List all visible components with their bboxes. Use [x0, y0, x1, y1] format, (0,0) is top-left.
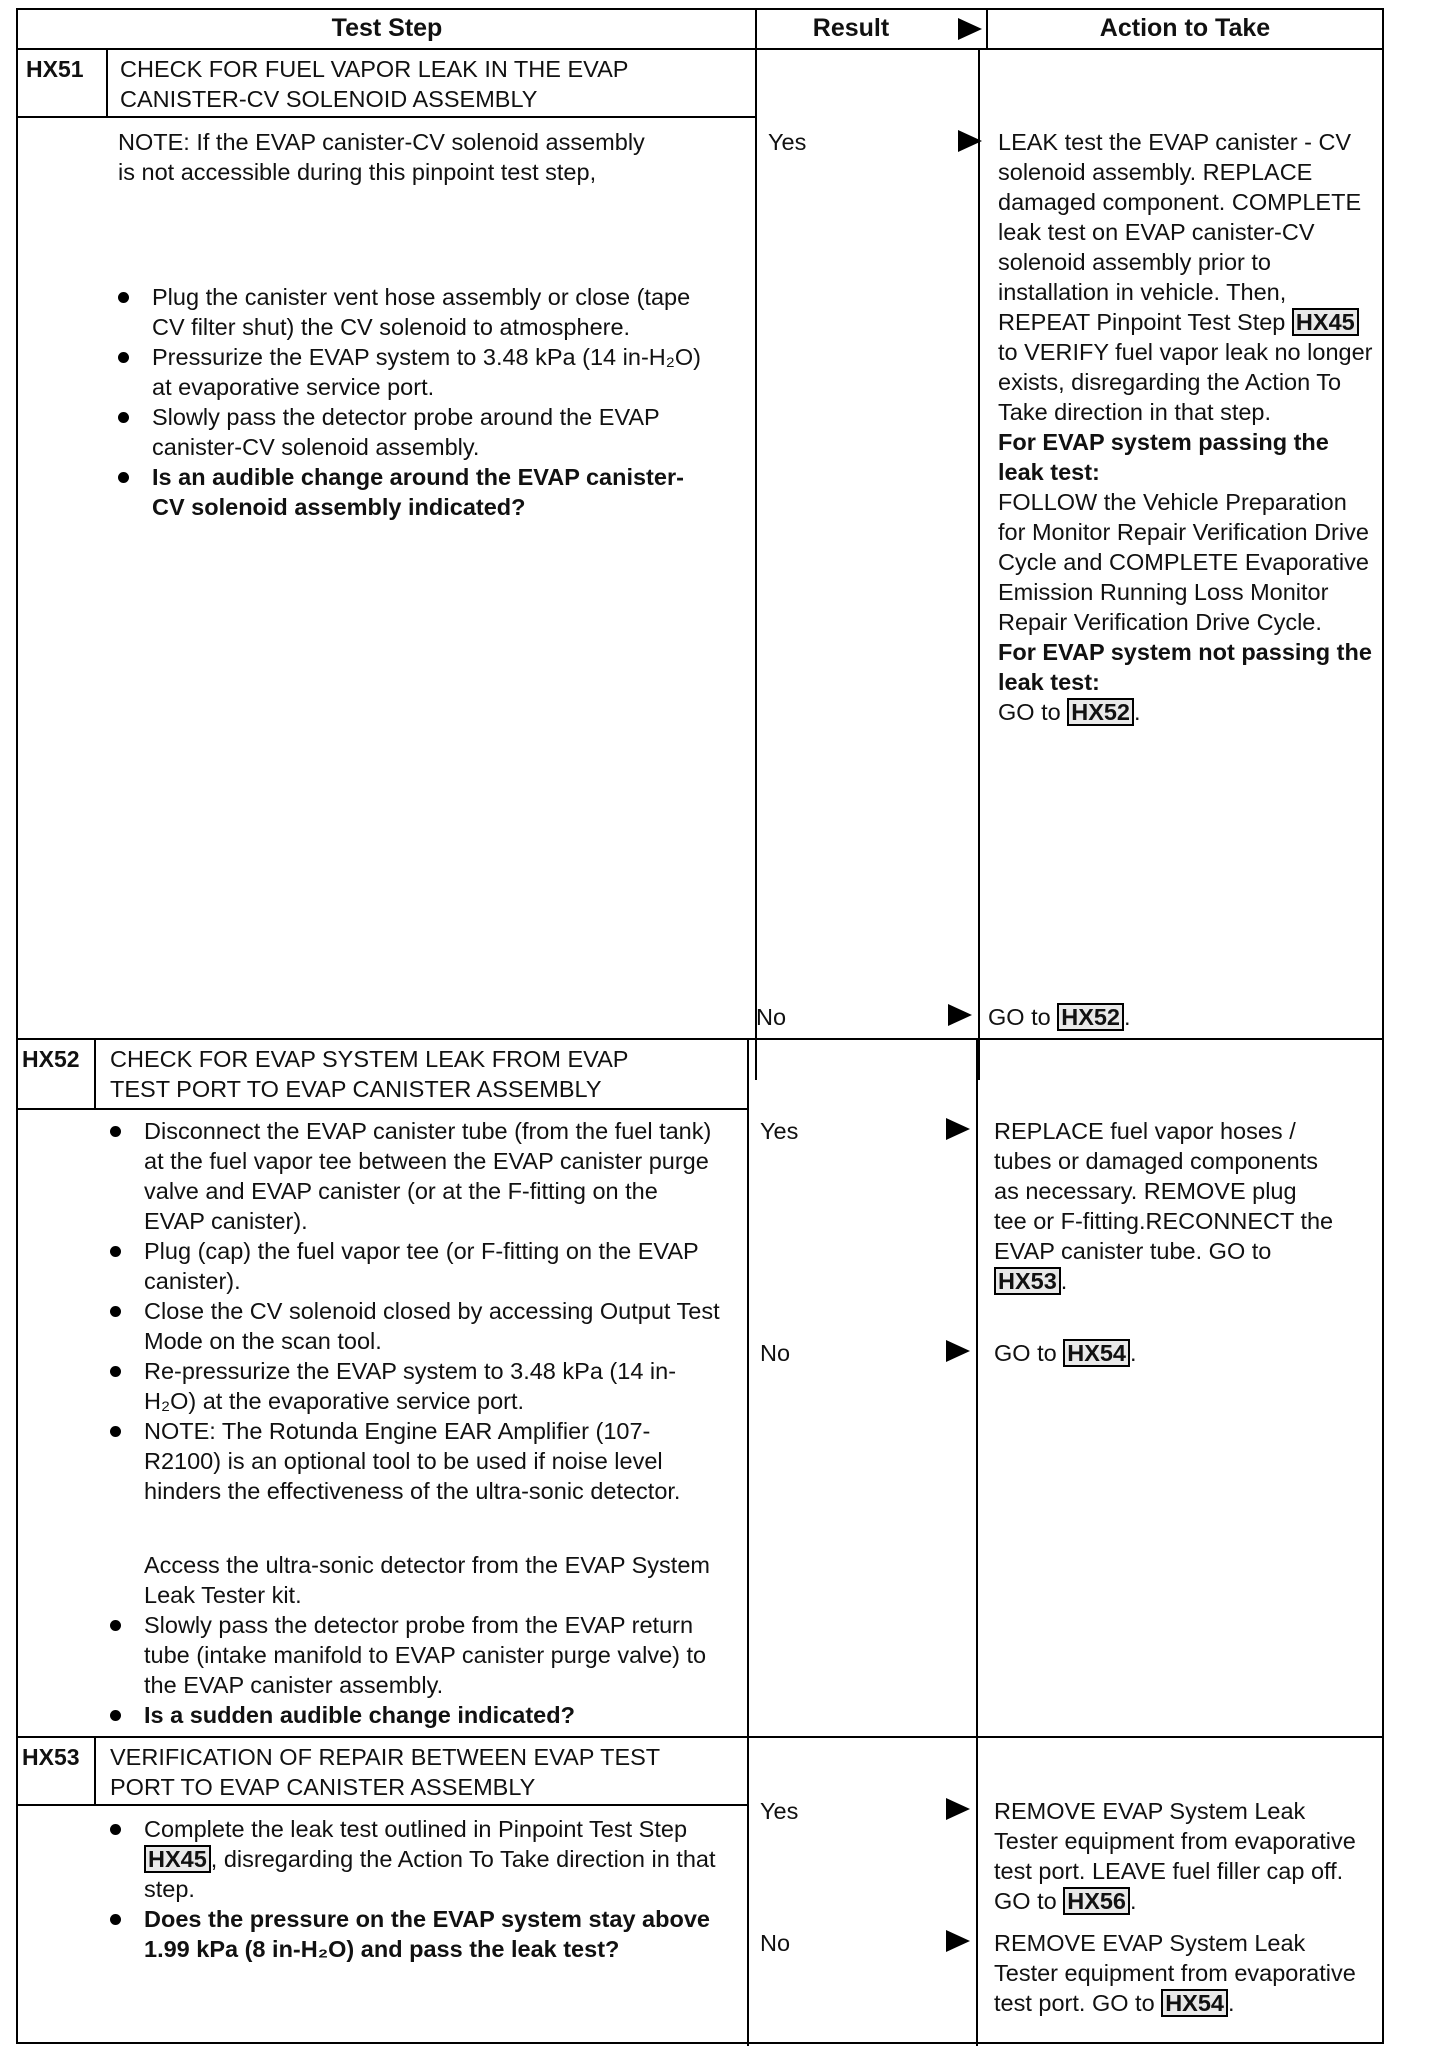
note-line: NOTE: If the EVAP canister-CV solenoid assembly: [118, 129, 645, 155]
step-id: HX51: [26, 56, 84, 82]
goto-prefix: GO to: [988, 1004, 1051, 1030]
result-arrow-icon: [948, 1004, 972, 1026]
step-ref-link[interactable]: HX52: [1057, 1003, 1124, 1031]
goto-prefix: GO to: [998, 699, 1061, 725]
list-item-text: Plug the canister vent hose assembly or close (tape CV filter shut) the CV solenoid to atmosphere.: [152, 284, 691, 340]
list-item-text: Close the CV solenoid closed by accessing Output Test Mode on the scan tool.: [144, 1298, 720, 1354]
step-ref-link[interactable]: HX45: [144, 1845, 211, 1873]
divider: [18, 1736, 1382, 1738]
bullet-icon: [110, 1306, 121, 1317]
divider: [94, 1738, 96, 1804]
divider: [18, 116, 755, 118]
yes-action: REMOVE EVAP System Leak Tester equipment from evaporative test port. LEAVE fuel filler cap off. GO to HX56 .: [994, 1798, 1356, 1914]
result-arrow-icon: [958, 130, 982, 152]
bullet-list: [112, 282, 712, 522]
step-title-line: PORT TO EVAP CANISTER ASSEMBLY: [110, 1774, 536, 1800]
step-title-line: VERIFICATION OF REPAIR BETWEEN EVAP TEST: [110, 1744, 661, 1770]
divider: [755, 8, 757, 50]
bullet-list: [104, 1814, 724, 1964]
no-action: GO to HX52 .: [988, 1004, 1131, 1030]
bullet-icon: [110, 1126, 121, 1137]
list-item: [104, 1116, 724, 1236]
bullet-list: [104, 1610, 724, 1730]
list-item: [104, 1236, 724, 1296]
bullet-icon: [118, 412, 129, 423]
divider: [94, 1040, 96, 1108]
header-result-label: Result: [812, 13, 890, 42]
divider: [978, 50, 980, 1080]
list-item: [112, 282, 712, 342]
list-item: [104, 1700, 724, 1730]
result-arrow-icon: [946, 1930, 970, 1952]
list-item-text: Complete the leak test outlined in Pinpoint Test Step: [144, 1816, 688, 1842]
passing-text: FOLLOW the Vehicle Preparation for Monitor Repair Verification Drive Cycle and COMPLETE Evaporative Emission Running Loss Monitor Repair Verification Drive Cycle.: [998, 489, 1369, 635]
list-item-text: Is an audible change around the EVAP canister-CV solenoid assembly indicated?: [152, 464, 684, 520]
bullet-icon: [110, 1620, 121, 1631]
result-yes: Yes: [760, 1118, 799, 1144]
bullet-icon: [110, 1914, 121, 1925]
list-item: [104, 1296, 724, 1356]
step-title: [110, 1742, 660, 1802]
list-item: [112, 462, 712, 522]
action-text: LEAK test the EVAP canister - CV solenoid assembly. REPLACE damaged component. COMPLETE leak test on EVAP canister-CV solenoid assembly prior to installation in vehicle. Then, REPEAT Pinpoint Test Step: [998, 129, 1362, 335]
passing-heading: For EVAP system passing the leak test:: [998, 429, 1329, 485]
list-item-text: Slowly pass the detector probe around the EVAP canister-CV solenoid assembly.: [152, 404, 660, 460]
bullet-icon: [110, 1366, 121, 1377]
list-item-text: Is a sudden audible change indicated?: [144, 1702, 575, 1728]
bullet-icon: [118, 472, 129, 483]
list-item: [112, 402, 712, 462]
step-ref-link[interactable]: HX52: [1067, 698, 1134, 726]
bullet-icon: [118, 292, 129, 303]
yes-action: LEAK test the EVAP canister - CV solenoid assembly. REPLACE damaged component. COMPLETE leak test on EVAP canister-CV solenoid assembly prior to installation in vehicle. Then, REPEAT Pinpoint Test Step HX45 to VERIFY fuel vapor leak no longer exists, disregarding the Action To Take direction in that step. For EVAP system passing the leak test: FOLLOW the Vehicle Preparation for Monitor Repair Verification Drive Cycle and COMPLETE Evaporative Emission Running Loss Monitor Repair Verification Drive Cycle. For EVAP system not passing the leak test: GO to HX52 .: [998, 127, 1376, 727]
result-yes: Yes: [768, 129, 807, 155]
action-text: REPLACE fuel vapor hoses / tubes or damaged components as necessary. REMOVE plug tee or F-fitting.RECONNECT the EVAP canister tube. GO to: [994, 1118, 1334, 1264]
list-item-text: Slowly pass the detector probe from the EVAP return tube (intake manifold to EVAP canister purge valve) to the EVAP canister assembly.: [144, 1612, 707, 1698]
result-no: No: [760, 1340, 791, 1366]
divider: [18, 1804, 748, 1806]
bullet-icon: [110, 1426, 121, 1437]
step-ref-link[interactable]: HX45: [1292, 308, 1359, 336]
list-item-text: Plug (cap) the fuel vapor tee (or F-fitting on the EVAP canister).: [144, 1238, 699, 1294]
result-yes: Yes: [760, 1798, 799, 1824]
result-arrow-icon: [946, 1118, 970, 1140]
not-passing-heading: For EVAP system not passing the leak test:: [998, 639, 1372, 695]
note: [118, 127, 645, 187]
step-title: [120, 54, 628, 114]
access-text: Access the ultra-sonic detector from the EVAP System Leak Tester kit.: [144, 1552, 710, 1608]
action-text: REMOVE EVAP System Leak Tester equipment from evaporative test port. GO to: [994, 1930, 1356, 2016]
list-item-text: Re-pressurize the EVAP system to 3.48 kPa (14 in-H₂O) at the evaporative service port.: [144, 1358, 677, 1414]
list-item-text: Does the pressure on the EVAP system stay above 1.99 kPa (8 in-H₂O) and pass the leak test?: [144, 1906, 710, 1962]
list-item: [112, 342, 712, 402]
step-ref-link[interactable]: HX54: [1161, 1989, 1228, 2017]
no-action: GO to HX54 .: [994, 1340, 1137, 1366]
step-title-line: TEST PORT TO EVAP CANISTER ASSEMBLY: [110, 1076, 602, 1102]
action-text: REMOVE EVAP System Leak Tester equipment from evaporative test port. LEAVE fuel filler cap off. GO to: [994, 1798, 1356, 1914]
result-no: No: [760, 1930, 791, 1956]
step-title: [110, 1044, 628, 1104]
step-id: HX53: [22, 1744, 80, 1770]
bullet-icon: [110, 1246, 121, 1257]
bullet-icon: [110, 1710, 121, 1721]
result-no: No: [756, 1004, 787, 1030]
action-text: to VERIFY fuel vapor leak no longer exists, disregarding the Action To Take direction in that step.: [998, 339, 1373, 425]
divider: [976, 1040, 978, 2046]
step-title-line: CANISTER-CV SOLENOID ASSEMBLY: [120, 86, 538, 112]
step-ref-link[interactable]: HX54: [1063, 1339, 1130, 1367]
result-arrow-icon: [946, 1340, 970, 1362]
list-item-text: Disconnect the EVAP canister tube (from the fuel tank) at the fuel vapor tee between the EVAP canister purge valve and EVAP canister (or at the F-fitting on the EVAP canister).: [144, 1118, 712, 1234]
list-item-text: , disregarding the Action To Take direction in that step.: [144, 1846, 716, 1902]
no-action: REMOVE EVAP System Leak Tester equipment from evaporative test port. GO to HX54 .: [994, 1930, 1356, 2016]
list-item-text: NOTE: The Rotunda Engine EAR Amplifier (107-R2100) is an optional tool to be used if noise level hinders the effectiveness of the ultra-sonic detector.: [144, 1418, 681, 1504]
step-ref-link[interactable]: HX56: [1063, 1887, 1130, 1915]
divider: [755, 50, 757, 1080]
step-id: HX52: [22, 1046, 80, 1072]
divider: [18, 1108, 748, 1110]
list-item: [104, 1814, 724, 1904]
divider: [747, 1040, 749, 2046]
header-result-arrow-icon: [958, 18, 982, 40]
header-test-step: Test Step: [18, 8, 756, 50]
step-title-line: CHECK FOR FUEL VAPOR LEAK IN THE EVAP: [120, 56, 629, 82]
goto-prefix: GO to: [994, 1340, 1057, 1366]
bullet-icon: [110, 1824, 121, 1835]
yes-action: REPLACE fuel vapor hoses / tubes or damaged components as necessary. REMOVE plug tee or F-fitting.RECONNECT the EVAP canister tube. GO to HX53 .: [994, 1118, 1334, 1294]
list-item: [104, 1610, 724, 1700]
divider: [986, 8, 988, 50]
list-item: [104, 1416, 724, 1506]
list-item-text: Pressurize the EVAP system to 3.48 kPa (14 in-H₂O) at evaporative service port.: [152, 344, 701, 400]
bullet-list: [104, 1116, 724, 1506]
divider: [106, 50, 108, 116]
note-line: is not accessible during this pinpoint test step,: [118, 159, 597, 185]
divider: [18, 1038, 1382, 1040]
list-item: [104, 1904, 724, 1964]
step-ref-link[interactable]: HX53: [994, 1267, 1061, 1295]
step-title-line: CHECK FOR EVAP SYSTEM LEAK FROM EVAP: [110, 1046, 629, 1072]
header-result: [756, 8, 986, 50]
list-item: [104, 1356, 724, 1416]
header-action: Action to Take: [988, 8, 1382, 50]
bullet-icon: [118, 352, 129, 363]
result-arrow-icon: [946, 1798, 970, 1820]
